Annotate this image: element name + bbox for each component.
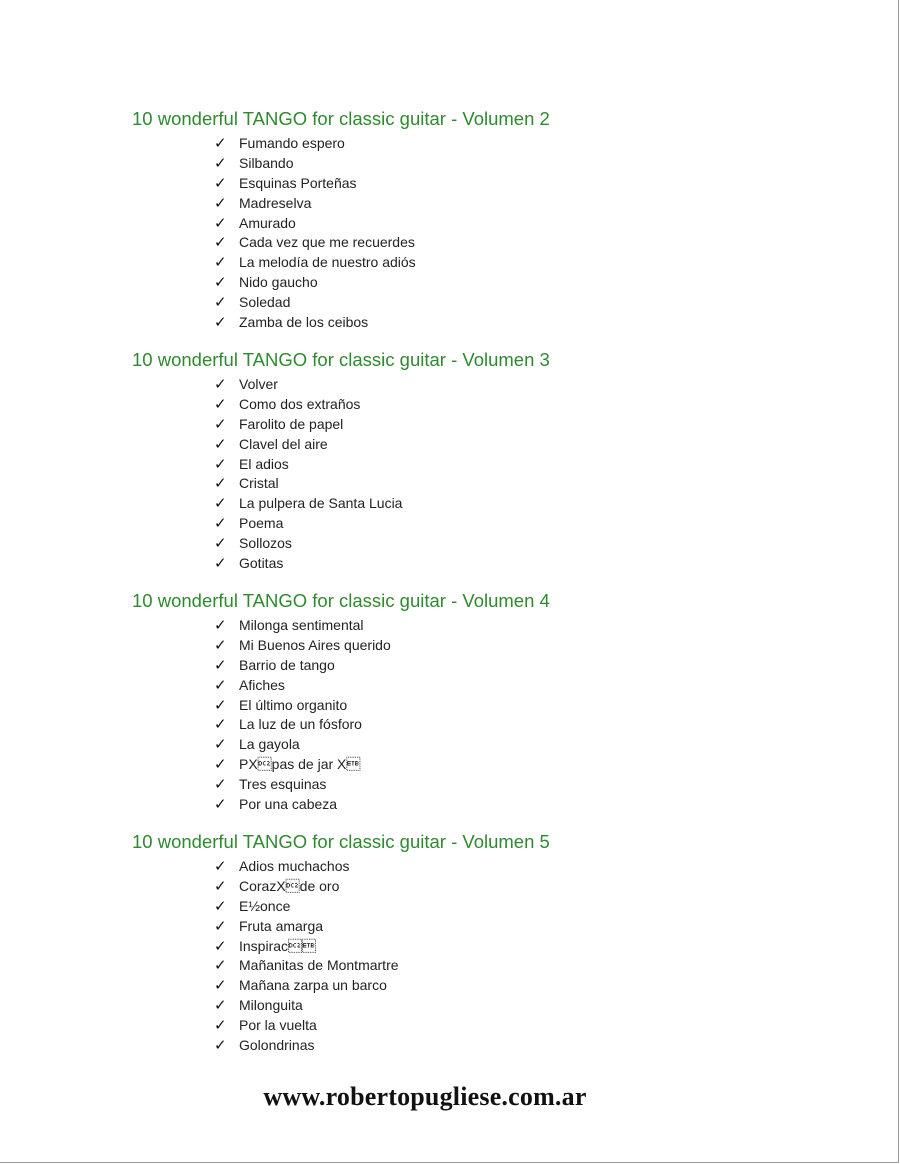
volume-title: 10 wonderful TANGO for classic guitar - Volumen 5 [132, 831, 550, 852]
checkmark-icon: ✓ [214, 153, 227, 172]
track-title: Cristal [239, 475, 279, 492]
checkmark-icon: ✓ [214, 857, 227, 875]
track-title: Nido gaucho [239, 274, 318, 291]
track-title: Sollozos [239, 535, 292, 552]
track-title: Volver [239, 376, 278, 392]
checkmark-icon: ✓ [214, 534, 227, 553]
track-title: El último organito [239, 696, 348, 713]
checkmark-icon: ✓ [214, 273, 227, 292]
track-title: Amurado [239, 214, 296, 231]
track-title: Fruta amarga [239, 917, 324, 934]
track-title: Barrio de tango [239, 656, 335, 673]
track-title: Milonguita [239, 997, 303, 1014]
checkmark-icon: ✓ [214, 956, 227, 975]
checkmark-icon: ✓ [214, 675, 227, 694]
track-title: Adios muchachos [239, 858, 350, 874]
track-title: CorazXde oro [239, 877, 340, 894]
checkmark-icon: ✓ [214, 514, 227, 533]
track-title: Esquinas Porteñas [239, 174, 357, 191]
track-title: Cada vez que me recuerdes [239, 234, 415, 251]
checkmark-icon: ✓ [214, 655, 227, 674]
track-title: La luz de un fósforo [239, 716, 362, 733]
checkmark-icon: ✓ [214, 695, 227, 714]
track-title: La melodía de nuestro adiós [239, 254, 416, 271]
checkmark-icon: ✓ [214, 293, 227, 312]
track-title: Por la vuelta [239, 1017, 317, 1034]
track-title: La gayola [239, 736, 300, 753]
track-title: Clavel del aire [239, 435, 328, 452]
track-title: Fumando espero [239, 135, 345, 151]
track-title: Mañanitas de Montmartre [239, 957, 399, 974]
checkmark-icon: ✓ [214, 996, 227, 1015]
track-title: Golondrinas [239, 1037, 315, 1054]
checkmark-icon: ✓ [214, 916, 227, 935]
track-title: Como dos extraños [239, 395, 361, 412]
checkmark-icon: ✓ [214, 896, 227, 915]
checkmark-icon: ✓ [214, 414, 227, 433]
track-title: Zamba de los ceibos [239, 314, 369, 331]
volume-title: 10 wonderful TANGO for classic guitar - Volumen 2 [132, 108, 550, 129]
checkmark-icon: ✓ [214, 936, 227, 955]
checkmark-icon: ✓ [214, 375, 227, 393]
checkmark-icon: ✓ [214, 1016, 227, 1035]
checkmark-icon: ✓ [214, 213, 227, 232]
volume-title: 10 wonderful TANGO for classic guitar - Volumen 4 [132, 590, 550, 611]
checkmark-icon: ✓ [214, 554, 227, 573]
checkmark-icon: ✓ [214, 253, 227, 272]
checkmark-icon: ✓ [214, 173, 227, 192]
website-url[interactable]: www.robertopugliese.com.ar [263, 1082, 587, 1111]
track-title: E½once [239, 897, 291, 914]
track-title: Afiches [239, 676, 285, 693]
checkmark-icon: ✓ [214, 454, 227, 473]
checkmark-icon: ✓ [214, 755, 227, 774]
checkmark-icon: ✓ [214, 313, 227, 332]
checkmark-icon: ✓ [214, 434, 227, 453]
checkmark-icon: ✓ [214, 735, 227, 754]
checkmark-icon: ✓ [214, 795, 227, 814]
track-title: Mañana zarpa un barco [239, 977, 387, 994]
checkmark-icon: ✓ [214, 394, 227, 413]
checkmark-icon: ✓ [214, 193, 227, 212]
track-title: Poema [239, 515, 284, 532]
checkmark-icon: ✓ [214, 635, 227, 654]
volume-title: 10 wonderful TANGO for classic guitar - Volumen 3 [132, 349, 550, 370]
checkmark-icon: ✓ [214, 976, 227, 995]
checkmark-icon: ✓ [214, 134, 227, 152]
track-title: Madreselva [239, 194, 312, 211]
track-title: Gotitas [239, 555, 284, 572]
checkmark-icon: ✓ [214, 474, 227, 493]
track-title: El adios [239, 455, 289, 472]
track-title: Por una cabeza [239, 796, 338, 813]
checkmark-icon: ✓ [214, 1036, 227, 1055]
track-title: PXpas de jar X [239, 756, 361, 773]
track-title: La pulpera de Santa Lucia [239, 495, 403, 512]
track-title: Soledad [239, 294, 291, 311]
checkmark-icon: ✓ [214, 233, 227, 252]
checkmark-icon: ✓ [214, 715, 227, 734]
track-title: Farolito de papel [239, 415, 344, 432]
track-title: Silbando [239, 154, 294, 171]
checkmark-icon: ✓ [214, 494, 227, 513]
checkmark-icon: ✓ [214, 876, 227, 895]
track-title: Inspirac [239, 937, 317, 954]
track-title: Tres esquinas [239, 776, 327, 793]
track-title: Milonga sentimental [239, 617, 364, 633]
track-title: Mi Buenos Aires querido [239, 636, 391, 653]
checkmark-icon: ✓ [214, 775, 227, 794]
checkmark-icon: ✓ [214, 616, 227, 634]
